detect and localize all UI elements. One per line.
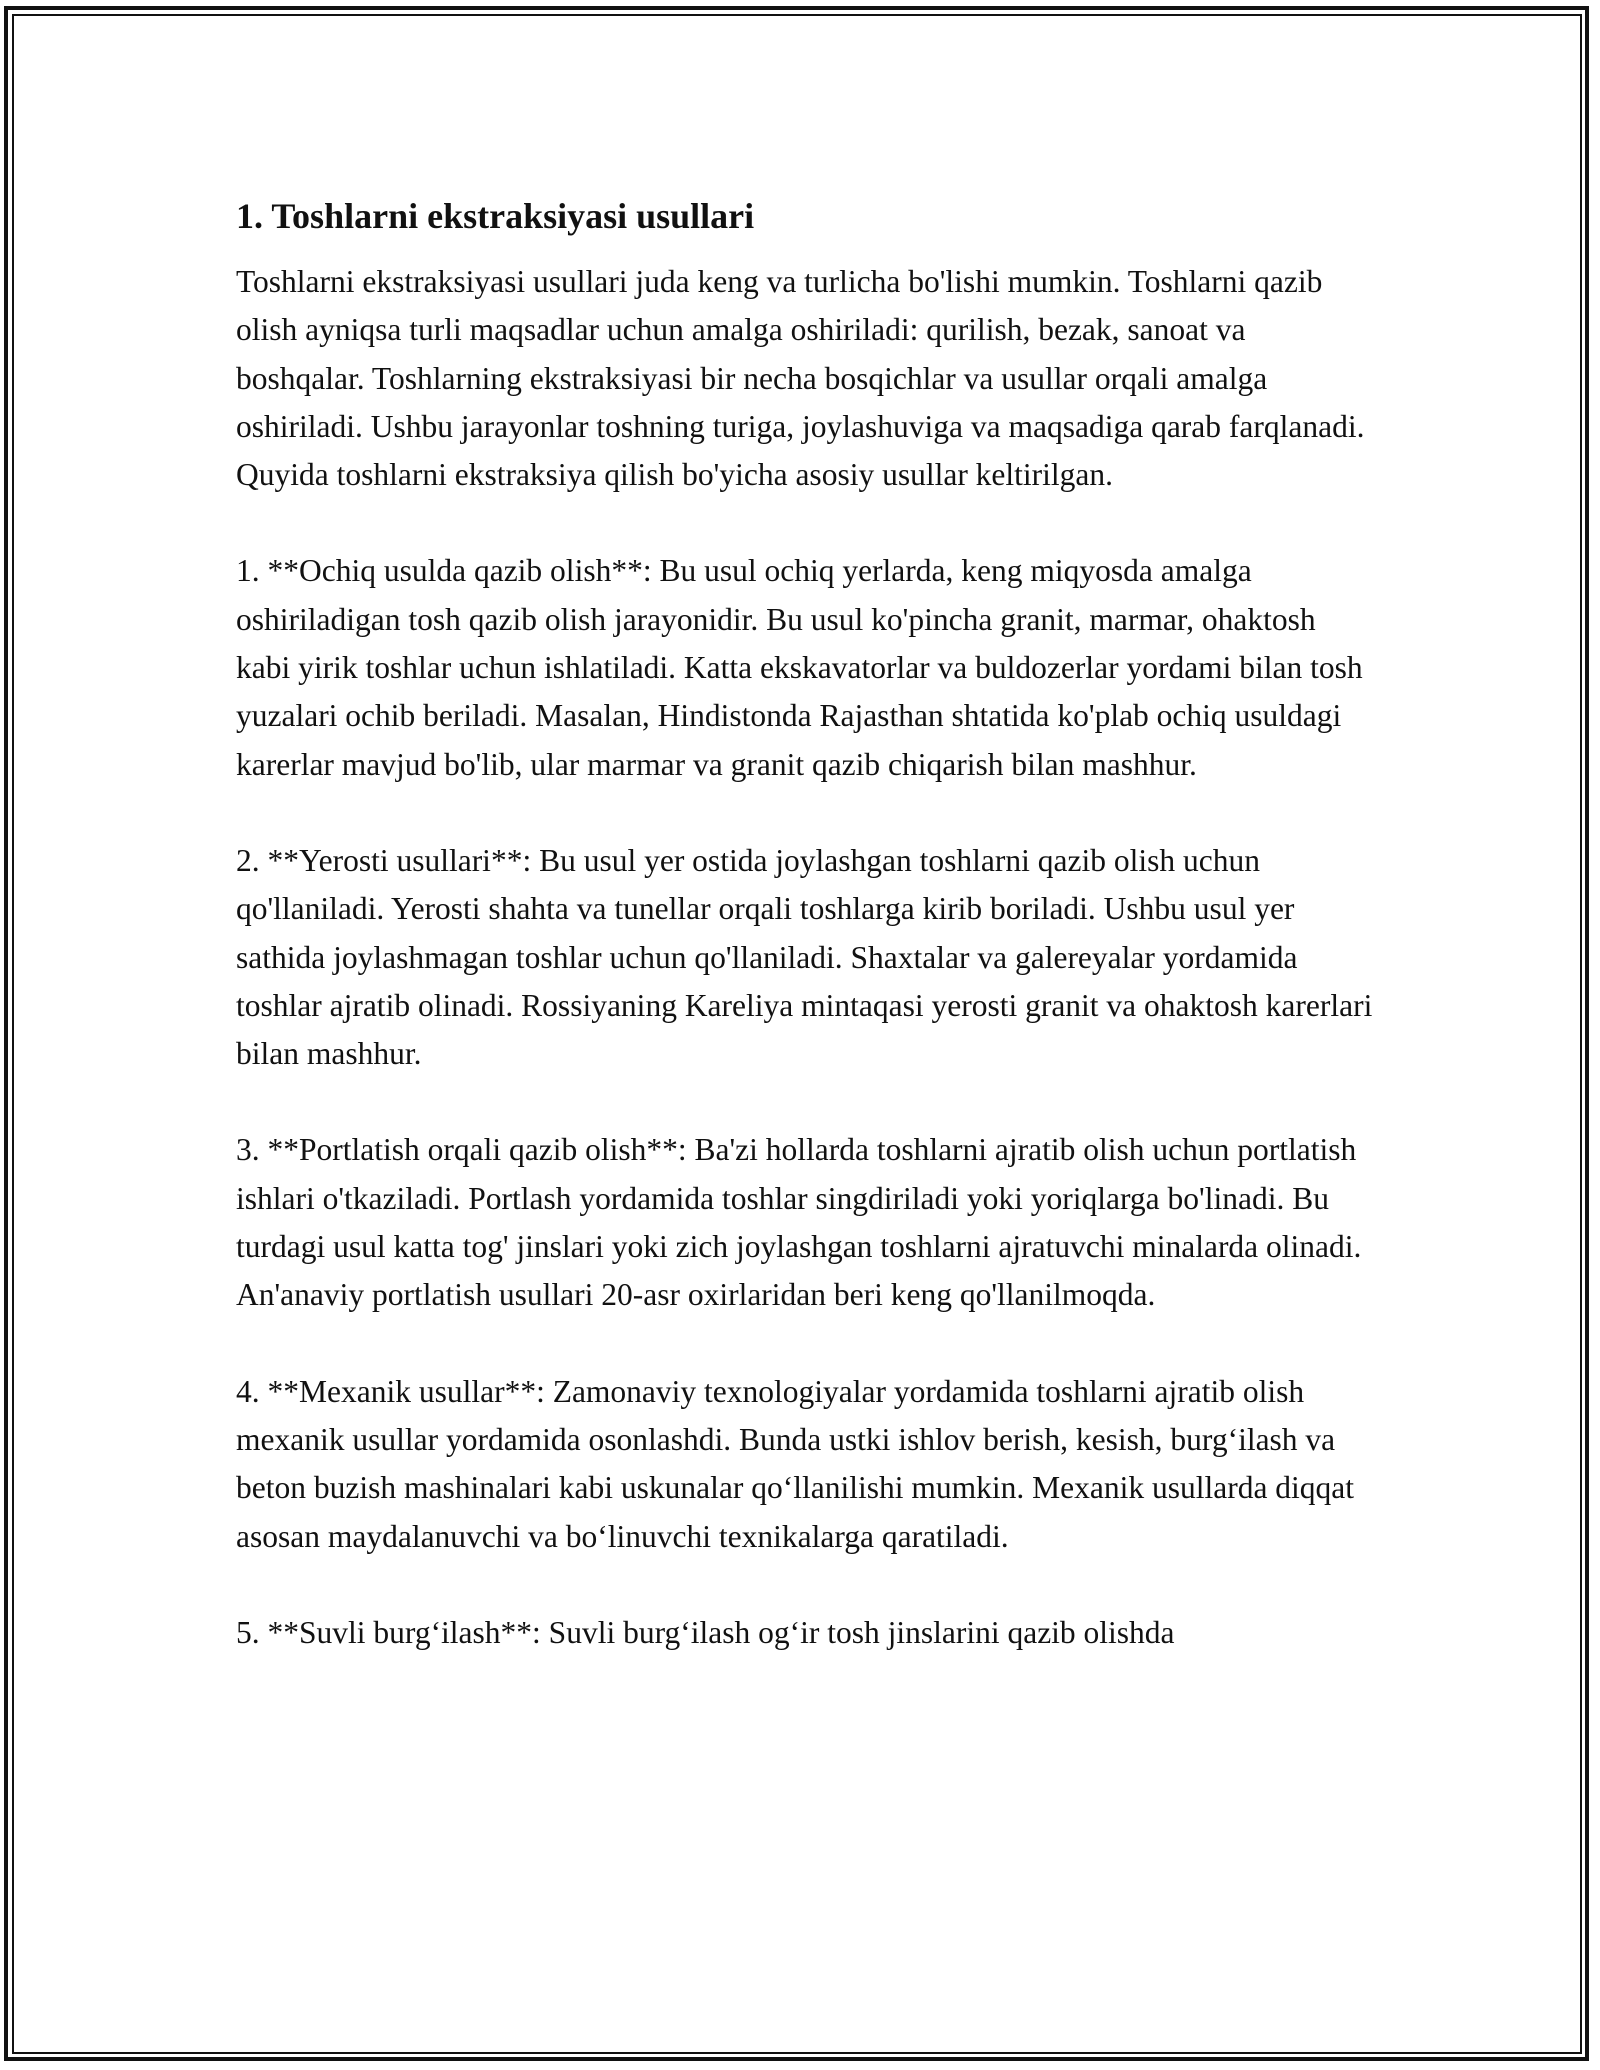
- document-body: [236, 188, 1376, 1705]
- method-paragraph-water-drilling: 5. **Suvli burg‘ilash**: Suvli burg‘ilash og‘ir tosh jinslarini qazib olishda: [236, 1614, 1175, 1650]
- method-paragraph-blasting: 3. **Portlatish orqali qazib olish**: Ba'zi hollarda toshlarni ajratib olish uchun portlatish ishlari o'tkaziladi. Portlash yordamida toshlar singdiriladi yoki yoriqlarga bo'linadi. Bu turdagi usul katta tog' jinslari yoki zich joylashgan toshlarni ajratuvchi minalarda olinadi. An'anaviy portlatish usullari 20-asr oxirlaridan beri keng qo'llanilmoqda.: [236, 1132, 1362, 1313]
- section-heading: 1. Toshlarni ekstraksiyasi usullari: [236, 196, 755, 236]
- method-paragraph-mechanical: 4. **Mexanik usullar**: Zamonaviy texnologiyalar yordamida toshlarni ajratib olish mexanik usullar yordamida osonlashdi. Bunda ustki ishlov berish, kesish, burg‘ilash va beton buzish mashinalari kabi uskunalar qo‘llanilishi mumkin. Mexanik usullarda diqqat asosan maydalanuvchi va bo‘linuvchi texnikalarga qaratiladi.: [236, 1373, 1355, 1554]
- method-paragraph-underground: 2. **Yerosti usullari**: Bu usul yer ostida joylashgan toshlarni qazib olish uchun qo'llaniladi. Yerosti shahta va tunellar orqali toshlarga kirib boriladi. Ushbu usul yer sathida joylashmagan toshlar uchun qo'llaniladi. Shaxtalar va galereyalar yordamida toshlar ajratib olinadi. Rossiyaning Kareliya mintaqasi yerosti granit va ohaktosh karerlari bilan mashhur.: [236, 842, 1373, 1072]
- intro-paragraph: Toshlarni ekstraksiyasi usullari juda keng va turlicha bo'lishi mumkin. Toshlarni qazib olish ayniqsa turli maqsadlar uchun amalga oshiriladi: qurilish, bezak, sanoat va boshqalar. Toshlarning ekstraksiyasi bir necha bosqichlar va usullar orqali amalga oshiriladi. Ushbu jarayonlar toshning turiga, joylashuviga va maqsadiga qarab farqlanadi. Quyida toshlarni ekstraksiya qilish bo'yicha asosiy usullar keltirilgan.: [236, 264, 1365, 493]
- method-paragraph-open-pit: 1. **Ochiq usulda qazib olish**: Bu usul ochiq yerlarda, keng miqyosda amalga oshiriladigan tosh qazib olish jarayonidir. Bu usul ko'pincha granit, marmar, ohaktosh kabi yirik toshlar uchun ishlatiladi. Katta ekskavatorlar va buldozerlar yordami bilan tosh yuzalari ochib beriladi. Masalan, Hindistonda Rajasthan shtatida ko'plab ochiq usuldagi karerlar mavjud bo'lib, ular marmar va granit qazib chiqarish bilan mashhur.: [236, 553, 1363, 782]
